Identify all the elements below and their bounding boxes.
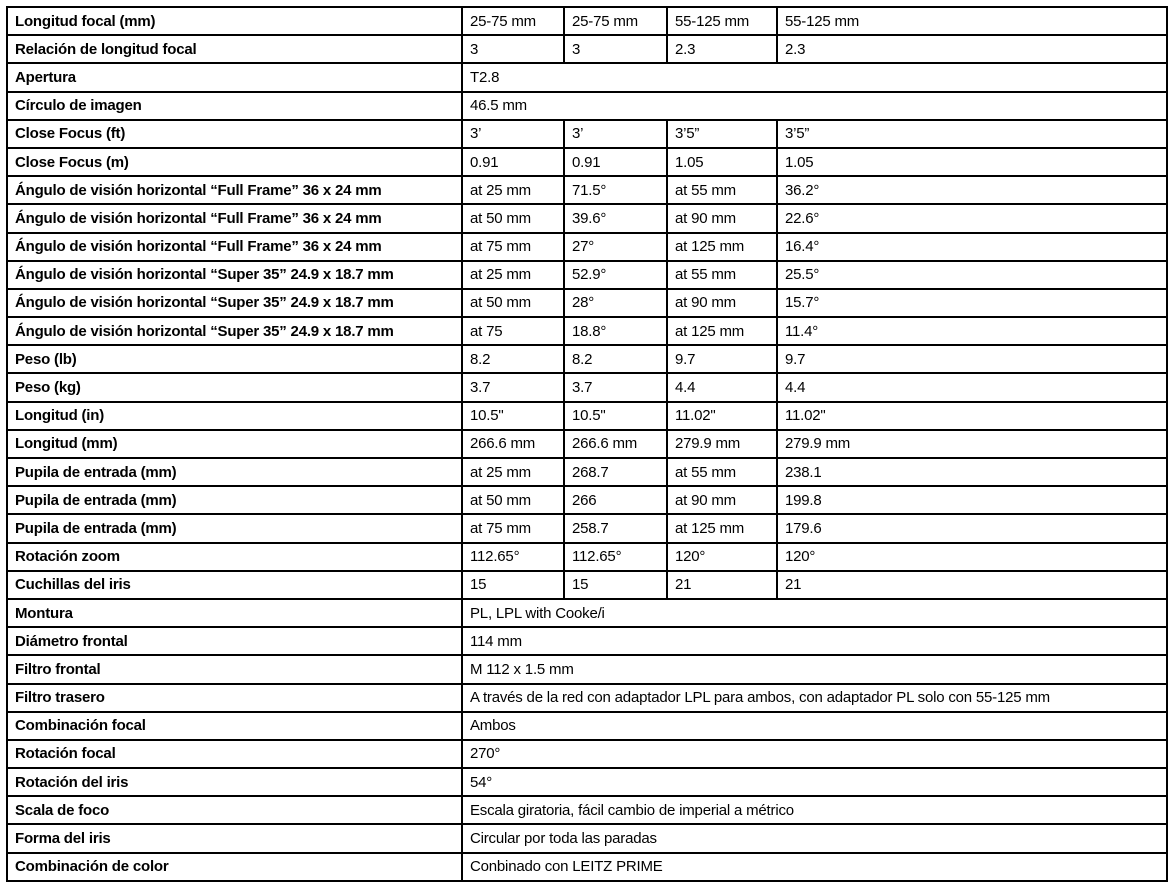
spec-cell: 15	[564, 571, 667, 599]
spec-row-label: Peso (kg)	[7, 373, 462, 401]
table-row	[7, 796, 1167, 824]
table-row	[7, 35, 1167, 63]
spec-cell: 112.65°	[564, 543, 667, 571]
spec-cell: 199.8	[777, 486, 1167, 514]
spec-cell: 3’	[462, 120, 564, 148]
spec-row-label: Rotación focal	[7, 740, 462, 768]
spec-row-label: Close Focus (m)	[7, 148, 462, 176]
table-row	[7, 63, 1167, 91]
table-row	[7, 261, 1167, 289]
spec-row-label: Close Focus (ft)	[7, 120, 462, 148]
spec-cell: at 25 mm	[462, 458, 564, 486]
spec-cell: at 90 mm	[667, 204, 777, 232]
spec-cell: at 125 mm	[667, 514, 777, 542]
spec-row-label: Ángulo de visión horizontal “Full Frame” 36 x 24 mm	[7, 233, 462, 261]
spec-row-label: Longitud focal (mm)	[7, 7, 462, 35]
table-row	[7, 514, 1167, 542]
spec-cell: at 55 mm	[667, 176, 777, 204]
table-row	[7, 402, 1167, 430]
spec-cell: at 75	[462, 317, 564, 345]
spec-cell: 1.05	[667, 148, 777, 176]
spec-cell: 258.7	[564, 514, 667, 542]
spec-cell: 27°	[564, 233, 667, 261]
table-row	[7, 176, 1167, 204]
table-row	[7, 430, 1167, 458]
spec-cell: 238.1	[777, 458, 1167, 486]
spec-cell: M 112 x 1.5 mm	[462, 655, 1167, 683]
spec-cell: 11.02"	[777, 402, 1167, 430]
spec-cell: 3.7	[462, 373, 564, 401]
spec-cell: 279.9 mm	[667, 430, 777, 458]
spec-cell: Ambos	[462, 712, 1167, 740]
spec-cell: 1.05	[777, 148, 1167, 176]
spec-cell: at 50 mm	[462, 204, 564, 232]
spec-cell: PL, LPL with Cooke/i	[462, 599, 1167, 627]
spec-cell: 3.7	[564, 373, 667, 401]
spec-cell: 21	[777, 571, 1167, 599]
table-row	[7, 571, 1167, 599]
spec-cell: at 50 mm	[462, 486, 564, 514]
spec-cell: at 75 mm	[462, 233, 564, 261]
spec-cell: 28°	[564, 289, 667, 317]
spec-cell: at 90 mm	[667, 486, 777, 514]
spec-cell: 3	[462, 35, 564, 63]
spec-table-body	[7, 7, 1167, 881]
spec-cell: 15	[462, 571, 564, 599]
spec-row-label: Combinación focal	[7, 712, 462, 740]
spec-cell: T2.8	[462, 63, 1167, 91]
spec-row-label: Pupila de entrada (mm)	[7, 486, 462, 514]
spec-cell: at 125 mm	[667, 233, 777, 261]
spec-cell: 270°	[462, 740, 1167, 768]
table-row	[7, 543, 1167, 571]
table-row	[7, 233, 1167, 261]
spec-row-label: Pupila de entrada (mm)	[7, 514, 462, 542]
spec-cell: 266	[564, 486, 667, 514]
spec-cell: 16.4°	[777, 233, 1167, 261]
spec-cell: at 55 mm	[667, 458, 777, 486]
spec-row-label: Montura	[7, 599, 462, 627]
spec-cell: 120°	[667, 543, 777, 571]
spec-cell: 0.91	[564, 148, 667, 176]
table-row	[7, 740, 1167, 768]
spec-cell: 71.5°	[564, 176, 667, 204]
spec-row-label: Forma del iris	[7, 824, 462, 852]
table-row	[7, 7, 1167, 35]
spec-cell: 179.6	[777, 514, 1167, 542]
table-row	[7, 148, 1167, 176]
spec-cell: 25-75 mm	[564, 7, 667, 35]
spec-row-label: Filtro frontal	[7, 655, 462, 683]
spec-cell: 3’5”	[777, 120, 1167, 148]
spec-cell: A través de la red con adaptador LPL para ambos, con adaptador PL solo con 55-125 mm	[462, 684, 1167, 712]
spec-cell: 36.2°	[777, 176, 1167, 204]
spec-cell: at 50 mm	[462, 289, 564, 317]
spec-cell: 8.2	[564, 345, 667, 373]
spec-cell: Escala giratoria, fácil cambio de imperial a métrico	[462, 796, 1167, 824]
spec-cell: 279.9 mm	[777, 430, 1167, 458]
spec-row-label: Ángulo de visión horizontal “Full Frame” 36 x 24 mm	[7, 176, 462, 204]
spec-row-label: Pupila de entrada (mm)	[7, 458, 462, 486]
table-row	[7, 853, 1167, 881]
spec-row-label: Ángulo de visión horizontal “Full Frame” 36 x 24 mm	[7, 204, 462, 232]
spec-cell: 54°	[462, 768, 1167, 796]
spec-cell: 10.5"	[564, 402, 667, 430]
spec-row-label: Relación de longitud focal	[7, 35, 462, 63]
spec-cell: 9.7	[777, 345, 1167, 373]
spec-cell: 25.5°	[777, 261, 1167, 289]
spec-cell: 2.3	[777, 35, 1167, 63]
table-row	[7, 599, 1167, 627]
spec-row-label: Rotación zoom	[7, 543, 462, 571]
spec-row-label: Ángulo de visión horizontal “Super 35” 24.9 x 18.7 mm	[7, 261, 462, 289]
spec-cell: 9.7	[667, 345, 777, 373]
table-row	[7, 92, 1167, 120]
spec-cell: 114 mm	[462, 627, 1167, 655]
spec-cell: Circular por toda las paradas	[462, 824, 1167, 852]
spec-cell: 4.4	[667, 373, 777, 401]
spec-cell: 11.4°	[777, 317, 1167, 345]
spec-cell: 8.2	[462, 345, 564, 373]
table-row	[7, 345, 1167, 373]
table-row	[7, 486, 1167, 514]
spec-row-label: Longitud (in)	[7, 402, 462, 430]
spec-cell: 52.9°	[564, 261, 667, 289]
spec-row-label: Apertura	[7, 63, 462, 91]
spec-cell: at 25 mm	[462, 261, 564, 289]
table-row	[7, 627, 1167, 655]
spec-row-label: Rotación del iris	[7, 768, 462, 796]
spec-row-label: Combinación de color	[7, 853, 462, 881]
spec-cell: 0.91	[462, 148, 564, 176]
spec-cell: 21	[667, 571, 777, 599]
spec-row-label: Scala de foco	[7, 796, 462, 824]
spec-row-label: Cuchillas del iris	[7, 571, 462, 599]
spec-cell: at 75 mm	[462, 514, 564, 542]
table-row	[7, 373, 1167, 401]
spec-cell: 39.6°	[564, 204, 667, 232]
spec-cell: at 125 mm	[667, 317, 777, 345]
table-row	[7, 289, 1167, 317]
table-row	[7, 317, 1167, 345]
table-row	[7, 768, 1167, 796]
spec-cell: 15.7°	[777, 289, 1167, 317]
spec-cell: 55-125 mm	[777, 7, 1167, 35]
spec-cell: 266.6 mm	[564, 430, 667, 458]
table-row	[7, 120, 1167, 148]
spec-cell: 4.4	[777, 373, 1167, 401]
spec-cell: 3	[564, 35, 667, 63]
spec-cell: 3’5”	[667, 120, 777, 148]
table-row	[7, 684, 1167, 712]
spec-cell: 11.02"	[667, 402, 777, 430]
spec-cell: 268.7	[564, 458, 667, 486]
spec-cell: 2.3	[667, 35, 777, 63]
spec-cell: 3’	[564, 120, 667, 148]
table-row	[7, 655, 1167, 683]
spec-cell: 25-75 mm	[462, 7, 564, 35]
spec-cell: 18.8°	[564, 317, 667, 345]
spec-row-label: Diámetro frontal	[7, 627, 462, 655]
spec-cell: 120°	[777, 543, 1167, 571]
table-row	[7, 458, 1167, 486]
spec-cell: 46.5 mm	[462, 92, 1167, 120]
spec-row-label: Ángulo de visión horizontal “Super 35” 24.9 x 18.7 mm	[7, 317, 462, 345]
lens-spec-table	[6, 6, 1168, 882]
spec-cell: 55-125 mm	[667, 7, 777, 35]
spec-row-label: Círculo de imagen	[7, 92, 462, 120]
table-row	[7, 204, 1167, 232]
spec-row-label: Ángulo de visión horizontal “Super 35” 24.9 x 18.7 mm	[7, 289, 462, 317]
spec-row-label: Longitud (mm)	[7, 430, 462, 458]
table-row	[7, 824, 1167, 852]
spec-cell: Conbinado con LEITZ PRIME	[462, 853, 1167, 881]
spec-cell: at 55 mm	[667, 261, 777, 289]
spec-cell: at 25 mm	[462, 176, 564, 204]
spec-cell: 112.65°	[462, 543, 564, 571]
spec-row-label: Peso (lb)	[7, 345, 462, 373]
table-row	[7, 712, 1167, 740]
spec-cell: 266.6 mm	[462, 430, 564, 458]
spec-cell: 22.6°	[777, 204, 1167, 232]
spec-row-label: Filtro trasero	[7, 684, 462, 712]
spec-cell: 10.5"	[462, 402, 564, 430]
spec-cell: at 90 mm	[667, 289, 777, 317]
